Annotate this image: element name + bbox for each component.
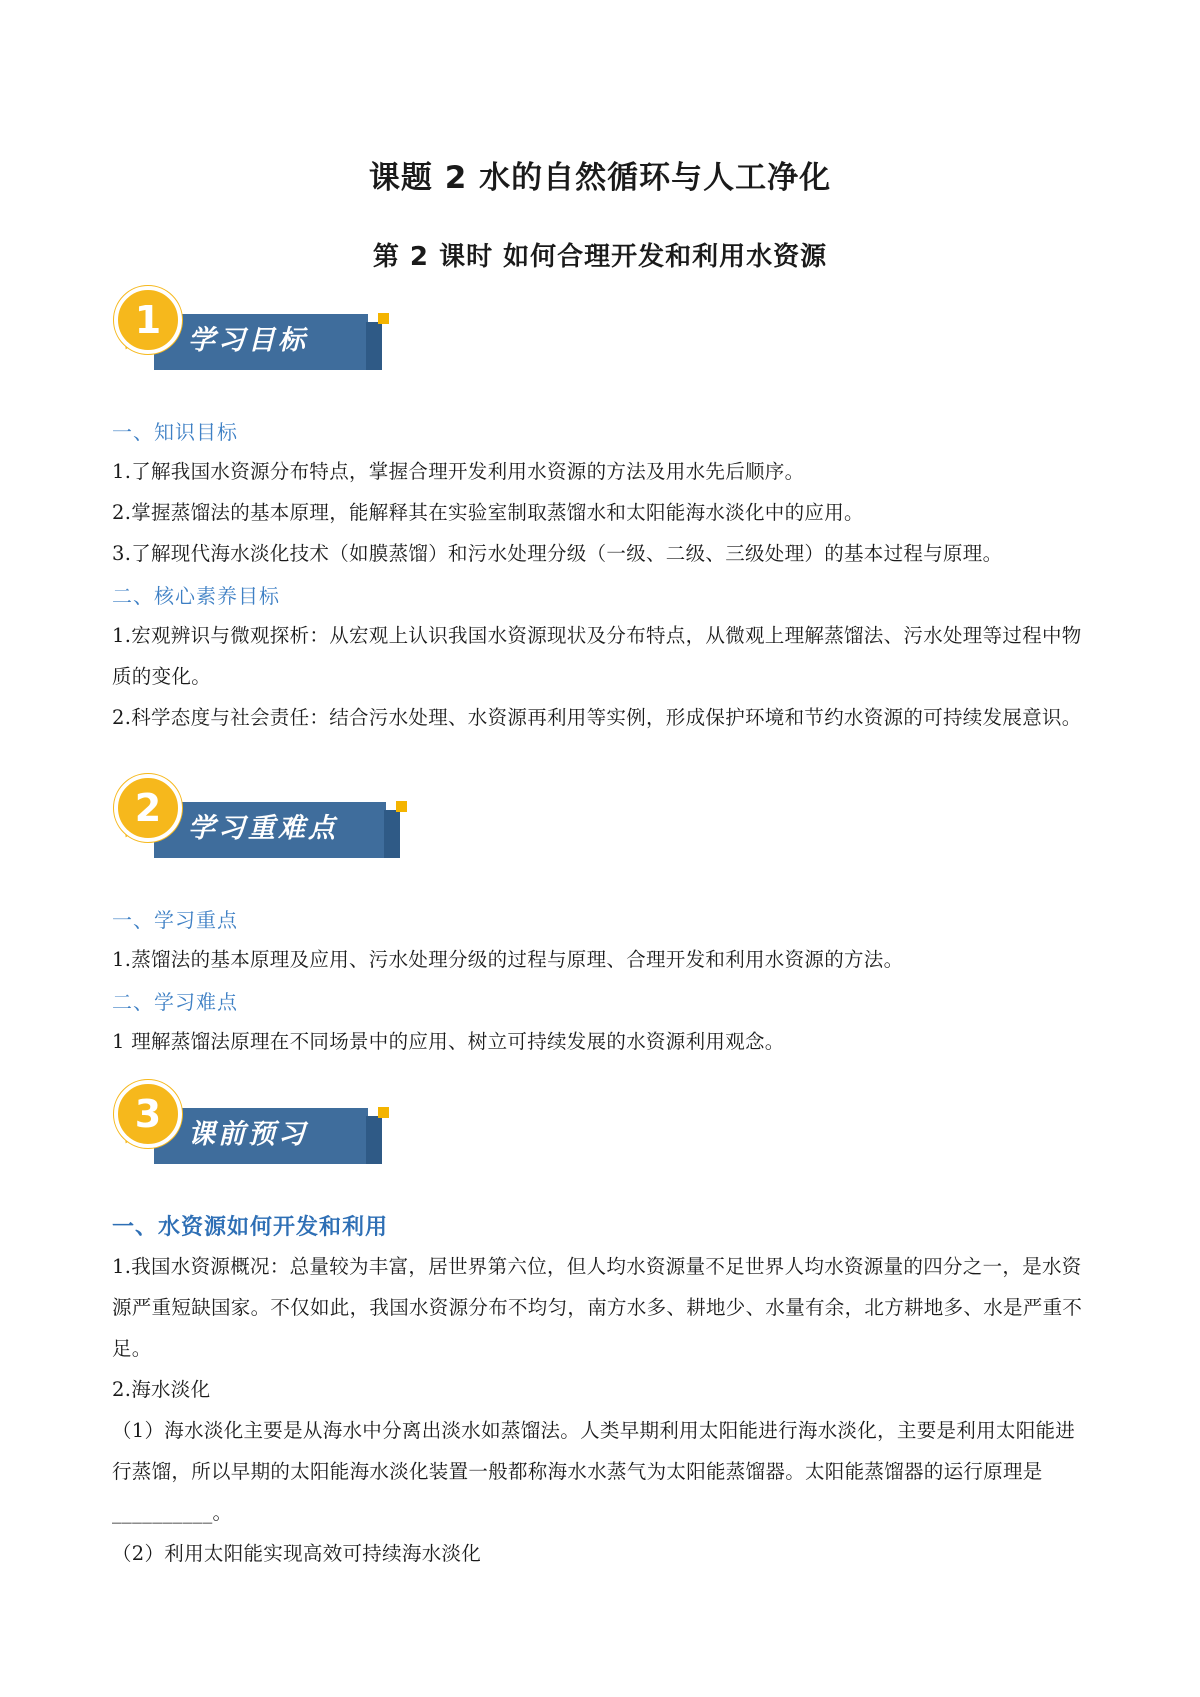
section-banner-3 — [108, 1080, 408, 1164]
banner-tab — [384, 810, 400, 858]
preview-item-1: 1.我国水资源概况：总量较为丰富，居世界第六位，但人均水资源量不足世界人均水资源量的四分之一，是水资源严重短缺国家。不仅如此，我国水资源分布不均匀，南方水多、耕地少、水量有余，北方耕地多、水是严重不足。 — [112, 1255, 1083, 1360]
banner-tab — [366, 322, 382, 370]
section-number-badge: 1 — [114, 286, 182, 354]
knowledge-goal-3: 3.了解现代海水淡化技术（如膜蒸馏）和污水处理分级（一级、二级、三级处理）的基本过程与原理。 — [112, 542, 1003, 565]
banner-square-icon — [378, 1107, 389, 1118]
literacy-goals-heading: 二、核心素养目标 — [112, 584, 280, 608]
section-banner-1 — [108, 286, 408, 370]
banner-tab — [366, 1116, 382, 1164]
difficulty-item: 1 理解蒸馏法原理在不同场景中的应用、树立可持续发展的水资源利用观念。 — [112, 1030, 785, 1053]
focus-heading: 一、学习重点 — [112, 908, 238, 932]
literacy-goal-2: 2.科学态度与社会责任：结合污水处理、水资源再利用等实例，形成保护环境和节约水资源的可持续发展意识。 — [112, 706, 1082, 729]
section-number-badge: 2 — [114, 774, 182, 842]
section-label: 学习目标 — [188, 325, 308, 356]
page-title: 课题 2 水的自然循环与人工净化 — [368, 160, 832, 196]
section-number-badge: 3 — [114, 1080, 182, 1148]
preview-item-2: 2.海水淡化 — [112, 1378, 211, 1401]
section-banner-2 — [108, 774, 408, 858]
section-label: 课前预习 — [188, 1119, 308, 1150]
difficulty-heading: 二、学习难点 — [112, 990, 238, 1014]
preview-item-2-1: （1）海水淡化主要是从海水中分离出淡水如蒸馏法。人类早期利用太阳能进行海水淡化，主要是利用太阳能进行蒸馏，所以早期的太阳能海水淡化装置一般都称海水水蒸气为太阳能蒸馏器。太阳能蒸馏器的运行原理是__________。 — [112, 1419, 1076, 1524]
knowledge-goal-1: 1.了解我国水资源分布特点，掌握合理开发利用水资源的方法及用水先后顺序。 — [112, 460, 805, 483]
page-subtitle: 第 2 课时 如何合理开发和利用水资源 — [372, 242, 828, 272]
preview-heading: 一、水资源如何开发和利用 — [112, 1215, 389, 1240]
banner-square-icon — [396, 801, 407, 812]
focus-item: 1.蒸馏法的基本原理及应用、污水处理分级的过程与原理、合理开发和利用水资源的方法。 — [112, 948, 904, 971]
literacy-goal-1: 1.宏观辨识与微观探析：从宏观上认识我国水资源现状及分布特点，从微观上理解蒸馏法、污水处理等过程中物质的变化。 — [112, 624, 1082, 688]
knowledge-goal-2: 2.掌握蒸馏法的基本原理，能解释其在实验室制取蒸馏水和太阳能海水淡化中的应用。 — [112, 501, 864, 524]
preview-item-2-2: （2）利用太阳能实现高效可持续海水淡化 — [112, 1542, 482, 1565]
banner-square-icon — [378, 313, 389, 324]
knowledge-goals-heading: 一、知识目标 — [112, 420, 238, 444]
section-label: 学习重难点 — [188, 813, 338, 844]
